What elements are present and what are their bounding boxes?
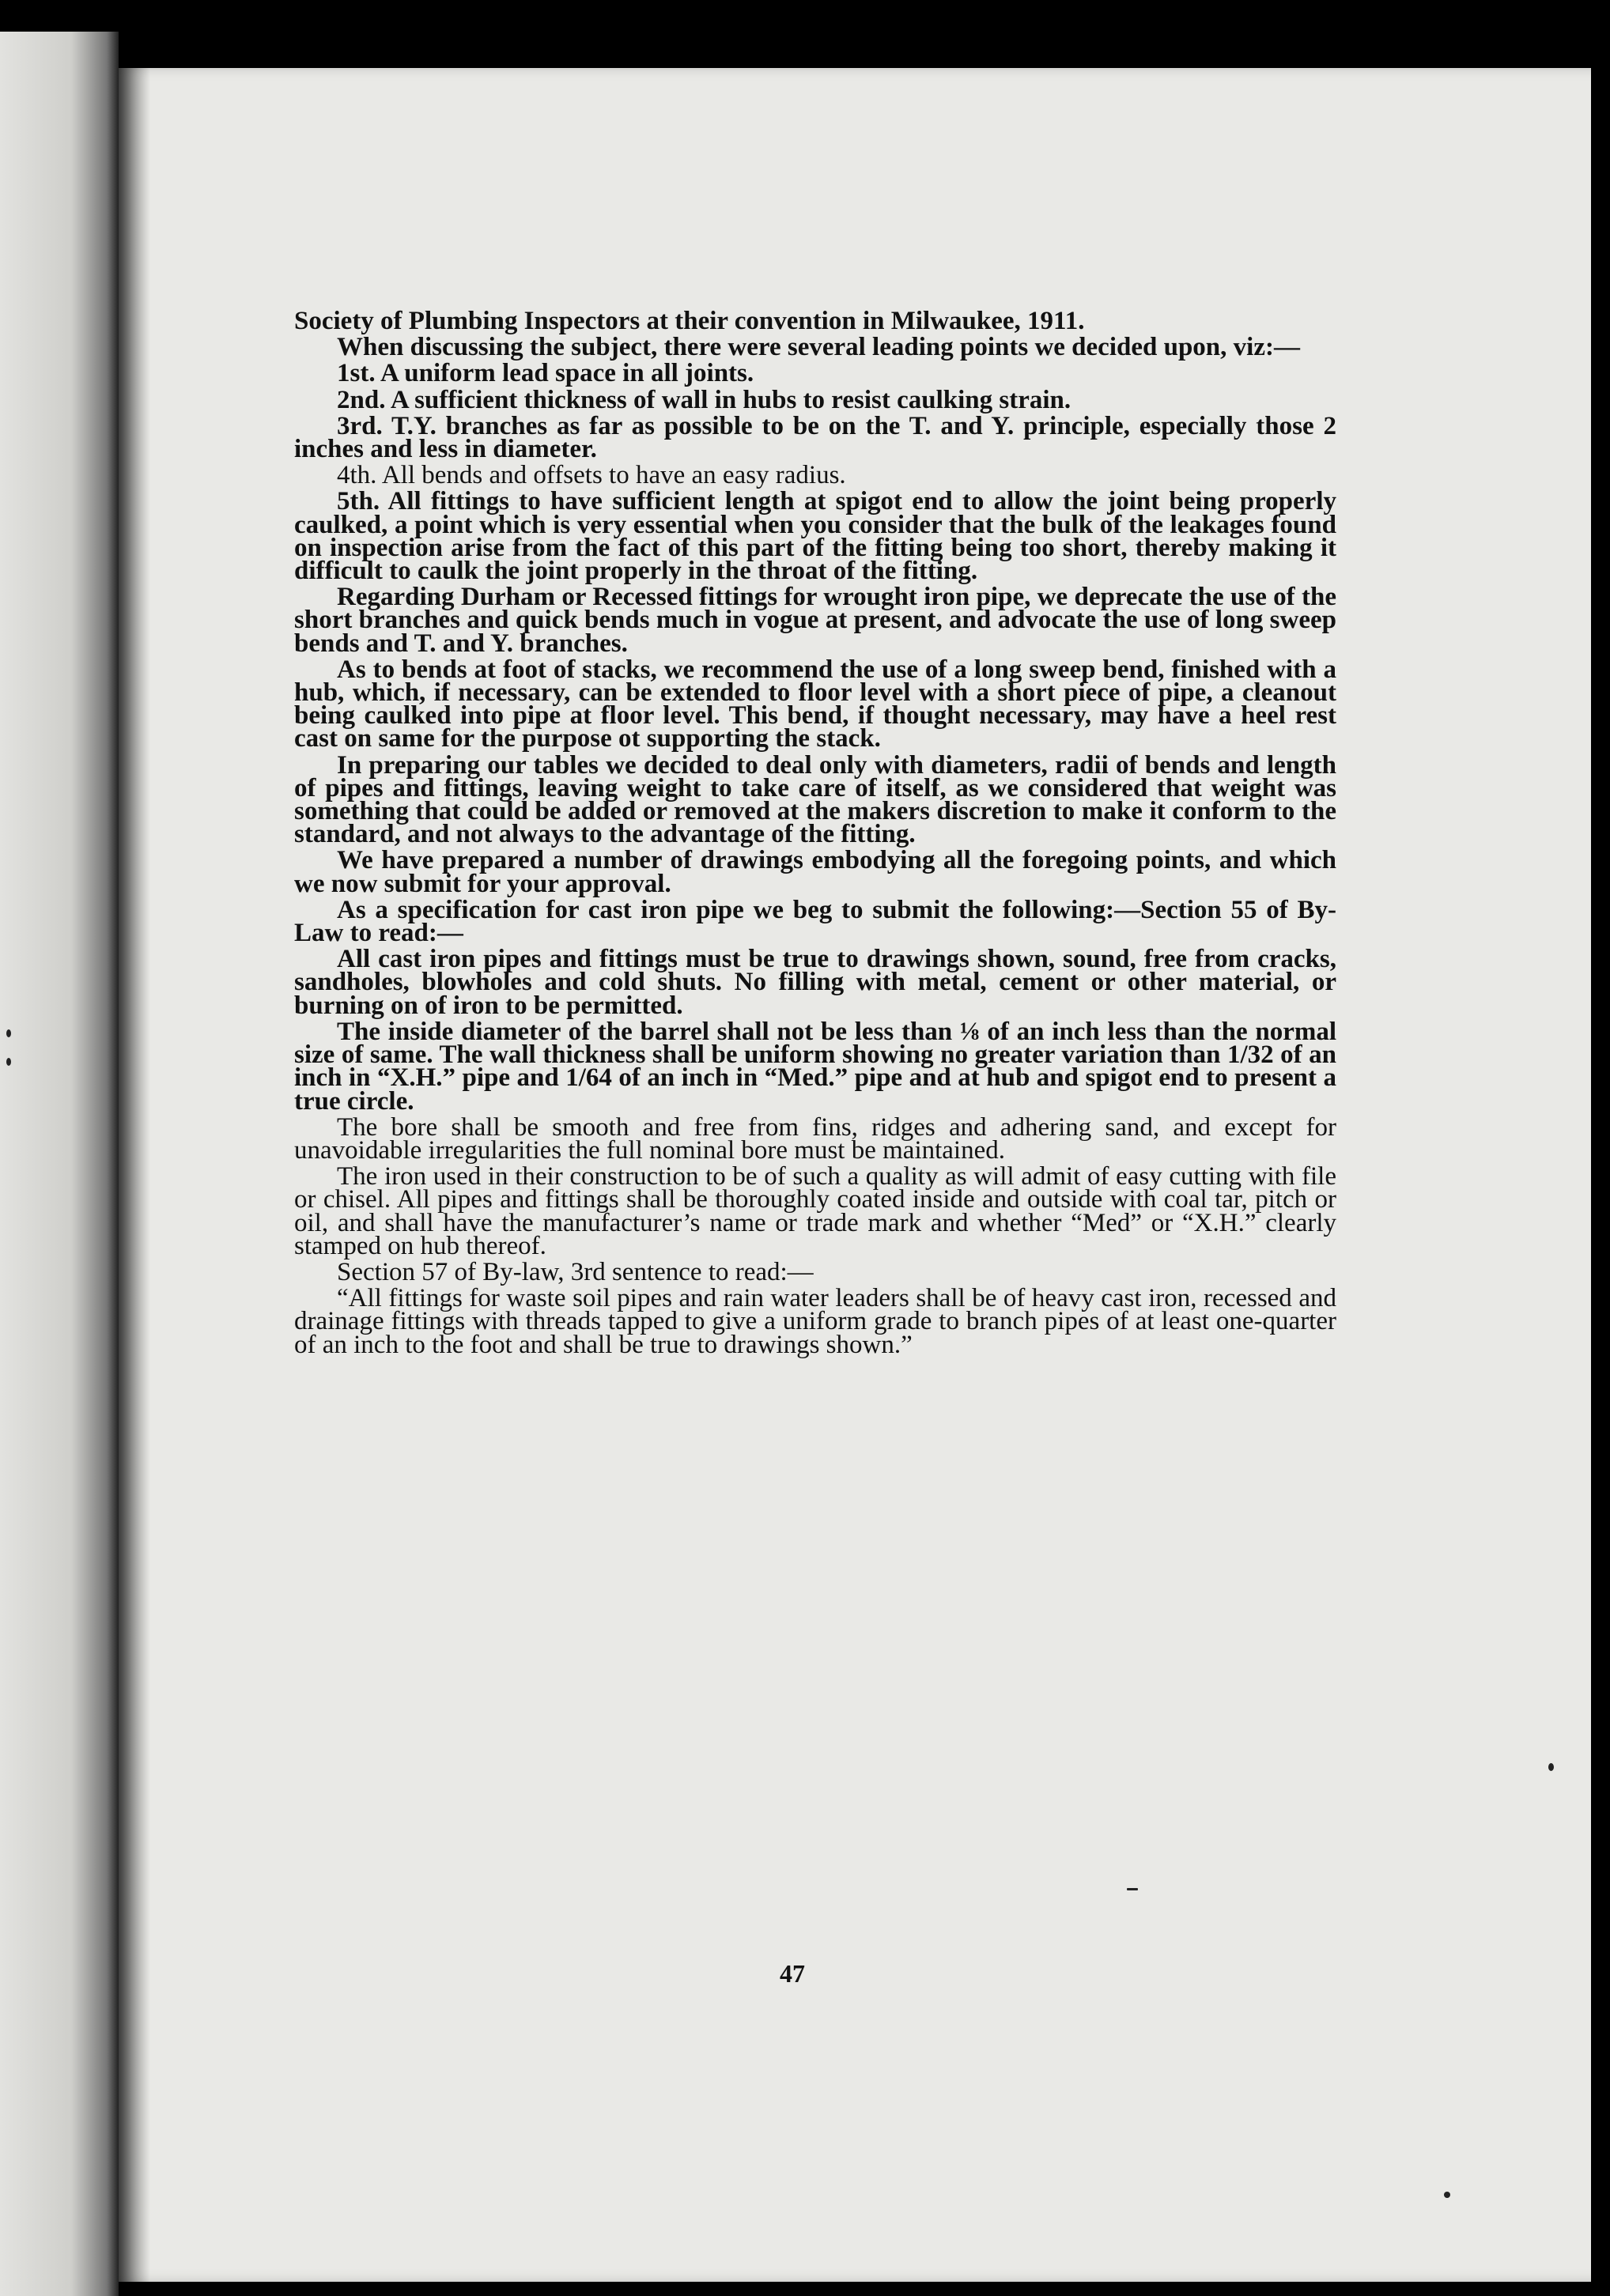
list-item-3rd: 3rd. T.Y. branches as far as possible to be on the T. and Y. principle, especially those 2 inches and less in diameter. (294, 411, 1336, 464)
list-item-4th: 4th. All bends and offsets to have an easy radius. (337, 461, 846, 490)
paragraph-iron-quality: The iron used in their construction to be of such a quality as will admit of easy cutting with file or chisel. All pipes and fittings shall be thoroughly coated inside and outside with coal tar, pitch or oil, and shall have the manufacturer’s name or trade mark and whether “Med” or “X.H.” clearly stamped on hub thereof. (294, 1162, 1336, 1260)
facing-page-edge (0, 32, 119, 2296)
page-text (294, 307, 1336, 1360)
speck-mark (1548, 1763, 1554, 1771)
speck-mark (1127, 1888, 1138, 1890)
paragraph-section-57: Section 57 of By-law, 3rd sentence to read:— (337, 1257, 814, 1286)
list-item-2nd: 2nd. A sufficient thickness of wall in hubs to resist caulking strain. (337, 385, 1071, 414)
paragraph-inside-diameter: The inside diameter of the barrel shall not be less than ⅛ of an inch less than the normal size of same. The wall thickness shall be uniform showing no greater variation than 1/32 of an inch in “X.H.” pipe and 1/64 of an inch in “Med.” pipe and at hub and spigot end to present a true circle. (294, 1017, 1336, 1116)
paragraph-continuation: Society of Plumbing Inspectors at their convention in Milwaukee, 1911. (294, 307, 1085, 335)
speck-mark (1444, 2192, 1450, 2198)
paragraph-tables: In preparing our tables we decided to deal only with diameters, radii of bends and length of pipes and fittings, leaving weight to take care of itself, as we considered that weight was something that could be added or removed at the makers discretion to make it conform to the standard, and not always to the advantage of the fitting. (294, 750, 1336, 849)
paragraph-specification: As a specification for cast iron pipe we beg to submit the following:—Section 55 of By-Law to read:— (294, 895, 1336, 948)
paragraph: When discussing the subject, there were several leading points we decided upon, viz:— (337, 333, 1300, 362)
paragraph-bore: The bore shall be smooth and free from fins, ridges and adhering sand, and except for unavoidable irregularities the full nominal bore must be maintained. (294, 1112, 1336, 1165)
paragraph-bends: As to bends at foot of stacks, we recommend the use of a long sweep bend, finished with a hub, which, if necessary, can be extended to floor level with a short piece of pipe, a cleanout being caulked into pipe at floor level. This bend, if thought necessary, may have a heel rest cast on same for the purpose ot supporting the stack. (294, 655, 1336, 753)
paragraph-durham-fittings: Regarding Durham or Recessed fittings for wrought iron pipe, we deprecate the use of the short branches and quick bends much in vogue at present, and advocate the use of long sweep bends and T. and Y. branches. (294, 583, 1336, 658)
page-number: 47 (780, 1959, 805, 1988)
gutter-shadow (119, 68, 150, 2282)
speck-mark (6, 1058, 11, 1066)
list-item-1st: 1st. A uniform lead space in all joints. (337, 359, 754, 388)
quoted-bylaw-text: “All fittings for waste soil pipes and rain water leaders shall be of heavy cast iron, recessed and drainage fittings with threads tapped to give a uniform grade to branch pipes of at least one-quarter of an inch to the foot and shall be true to drawings shown.” (294, 1284, 1336, 1359)
speck-mark (6, 1029, 11, 1037)
list-item-5th: 5th. All fittings to have sufficient length at spigot end to allow the joint being properly caulked, a point which is very essential when you consider that the bulk of the leakages found on inspection arise from the fact of this part of the fitting being too short, thereby making it difficult to caulk the joint properly in the throat of the fitting. (294, 487, 1336, 586)
paragraph-drawings: We have prepared a number of drawings embodying all the foregoing points, and which we now submit for your approval. (294, 846, 1336, 898)
paragraph-section-55: All cast iron pipes and fittings must be true to drawings shown, sound, free from cracks, sandholes, blowholes and cold shuts. No filling with metal, cement or other material, or burning on of iron to be permitted. (294, 945, 1336, 1020)
